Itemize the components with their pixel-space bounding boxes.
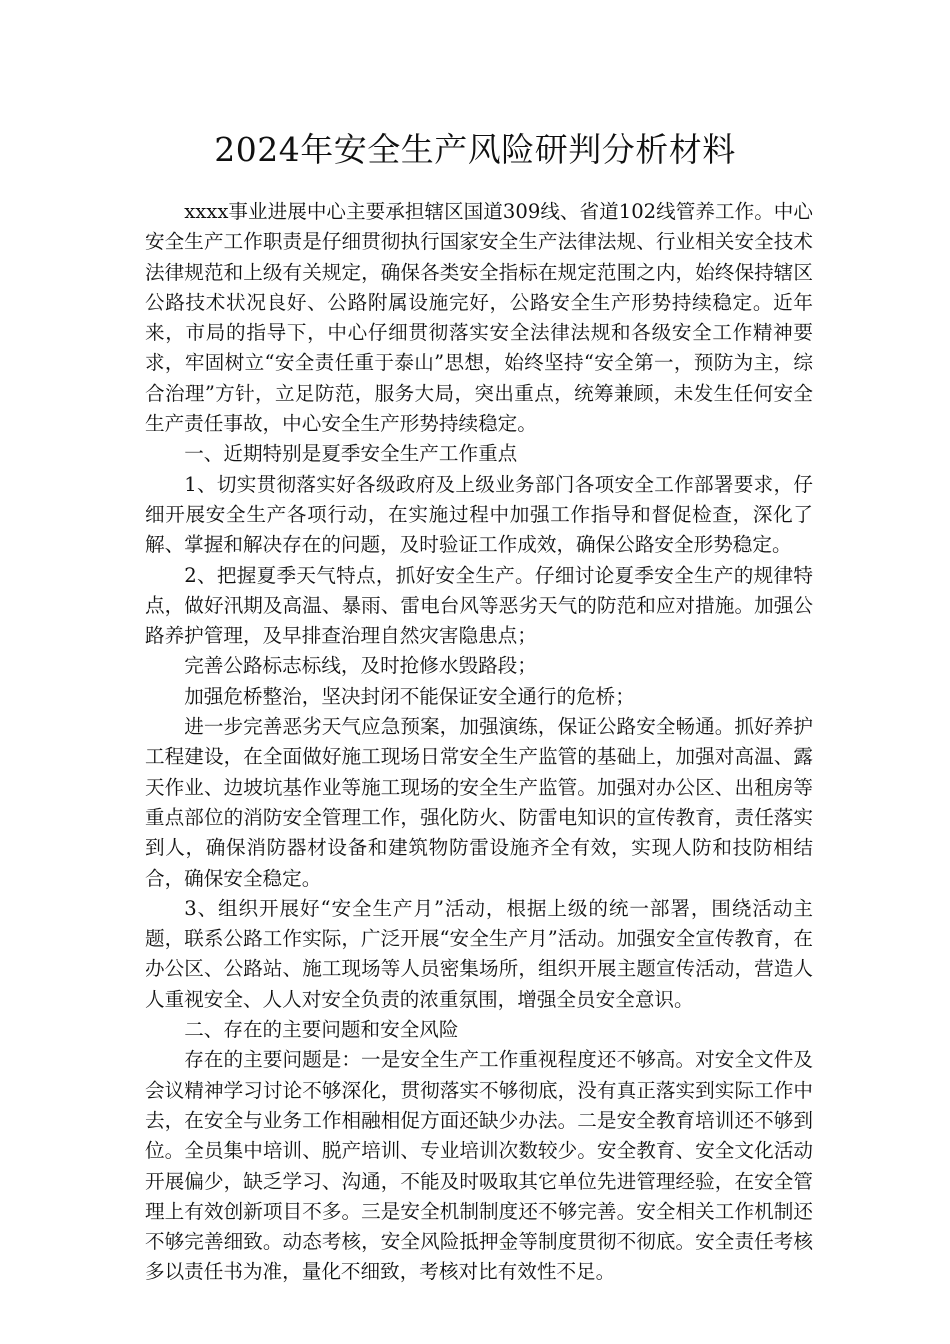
paragraph-item-3: 3、组织开展好“安全生产月”活动，根据上级的统一部署，围绕活动主题，联系公路工作实际，广泛开展“安全生产月”活动。加强安全宣传教育，在办公区、公路站、施工现场等人员密集场所，组织开展主题宣传活动，营造人人重视安全、人人对安全负责的浓重氛围，增强全员安全意识。 xyxy=(145,896,813,1011)
document-body xyxy=(145,197,813,1288)
paragraph-item-2-sub-1: 完善公路标志标线，及时抢修水毁路段； xyxy=(184,654,537,678)
section-heading-2: 二、存在的主要问题和安全风险 xyxy=(184,1018,459,1042)
paragraph-item-2-sub-3: 进一步完善恶劣天气应急预案，加强演练，保证公路安全畅通。抓好养护工程建设，在全面做好施工现场日常安全生产监管的基础上，加强对高温、露天作业、边坡坑基作业等施工现场的安全生产监管。加强对办公区、出租房等重点部位的消防安全管理工作，强化防火、防雷电知识的宣传教育，责任落实到人，确保消防器材设备和建筑物防雷设施齐全有效，实现人防和技防相结合，确保安全稳定。 xyxy=(145,715,813,890)
paragraph-item-2-sub-2: 加强危桥整治，坚决封闭不能保证安全通行的危桥； xyxy=(184,684,635,708)
paragraph-item-1: 1、切实贯彻落实好各级政府及上级业务部门各项安全工作部署要求，仔细开展安全生产各项行动，在实施过程中加强工作指导和督促检查，深化了解、掌握和解决存在的问题，及时验证工作成效，确保公路安全形势稳定。 xyxy=(145,472,813,557)
problems-paragraph: 存在的主要问题是：一是安全生产工作重视程度还不够高。对安全文件及会议精神学习讨论不够深化，贯彻落实不够彻底，没有真正落实到实际工作中去，在安全与业务工作相融相促方面还缺少办法。二是安全教育培训还不够到位。全员集中培训、脱产培训、专业培训次数较少。安全教育、安全文化活动开展偏少，缺乏学习、沟通，不能及时吸取其它单位先进管理经验，在安全管理上有效创新项目不多。三是安全机制制度还不够完善。安全相关工作机制还不够完善细致。动态考核，安全风险抵押金等制度贯彻不彻底。安全责任考核多以责任书为准，量化不细致，考核对比有效性不足。 xyxy=(145,1048,813,1284)
document-title: 2024年安全生产风险研判分析材料 xyxy=(214,130,736,169)
paragraph-item-2: 2、把握夏季天气特点，抓好安全生产。仔细讨论夏季安全生产的规律特点，做好汛期及高温、暴雨、雷电台风等恶劣天气的防范和应对措施。加强公路养护管理，及早排查治理自然灾害隐患点； xyxy=(145,563,813,648)
section-heading-1: 一、近期特别是夏季安全生产工作重点 xyxy=(184,442,518,466)
intro-paragraph: xxxx事业进展中心主要承担辖区国道309线、省道102线管养工作。中心安全生产工作职责是仔细贯彻执行国家安全生产法律法规、行业相关安全技术法律规范和上级有关规定，确保各类安全指标在规定范围之内，始终保持辖区公路技术状况良好、公路附属设施完好，公路安全生产形势持续稳定。近年来，市局的指导下，中心仔细贯彻落实安全法律法规和各级安全工作精神要求，牢固树立“安全责任重于泰山”思想，始终坚持“安全第一，预防为主，综合治理”方针，立足防范，服务大局，突出重点，统筹兼顾，未发生任何安全生产责任事故，中心安全生产形势持续稳定。 xyxy=(145,200,813,436)
